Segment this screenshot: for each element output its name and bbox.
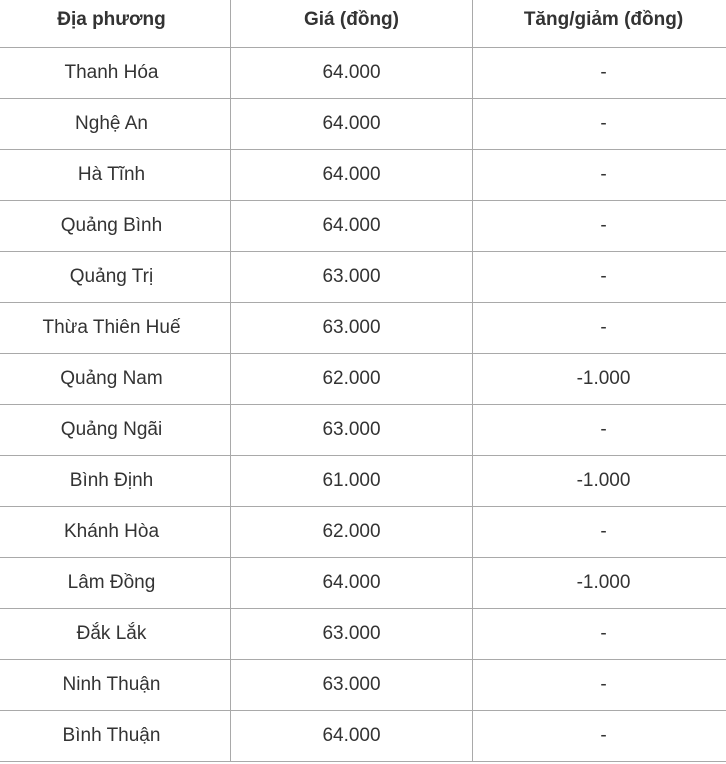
table-row bbox=[0, 558, 726, 609]
cell-region: Đắk Lắk bbox=[0, 609, 231, 660]
cell-price: 64.000 bbox=[231, 150, 473, 201]
cell-region: Quảng Nam bbox=[0, 354, 231, 405]
table-row bbox=[0, 456, 726, 507]
table-row bbox=[0, 405, 726, 456]
cell-change: - bbox=[473, 99, 726, 150]
cell-price: 64.000 bbox=[231, 201, 473, 252]
cell-change: -1.000 bbox=[473, 456, 726, 507]
cell-change: - bbox=[473, 150, 726, 201]
cell-change: -1.000 bbox=[473, 354, 726, 405]
table-row bbox=[0, 252, 726, 303]
table-row bbox=[0, 150, 726, 201]
table-row bbox=[0, 660, 726, 711]
cell-price: 62.000 bbox=[231, 354, 473, 405]
cell-region: Lâm Đồng bbox=[0, 558, 231, 609]
cell-price: 63.000 bbox=[231, 405, 473, 456]
table-row bbox=[0, 303, 726, 354]
cell-region: Bình Thuận bbox=[0, 711, 231, 762]
table-row bbox=[0, 201, 726, 252]
cell-region: Bình Định bbox=[0, 456, 231, 507]
cell-change: - bbox=[473, 660, 726, 711]
cell-price: 61.000 bbox=[231, 456, 473, 507]
cell-price: 64.000 bbox=[231, 558, 473, 609]
table-row bbox=[0, 354, 726, 405]
cell-price: 62.000 bbox=[231, 507, 473, 558]
cell-change: - bbox=[473, 48, 726, 99]
cell-change: - bbox=[473, 201, 726, 252]
cell-change: - bbox=[473, 711, 726, 762]
cell-price: 63.000 bbox=[231, 303, 473, 354]
cell-region: Quảng Trị bbox=[0, 252, 231, 303]
table-row bbox=[0, 609, 726, 660]
cell-price: 64.000 bbox=[231, 48, 473, 99]
cell-change: -1.000 bbox=[473, 558, 726, 609]
table-header-row bbox=[0, 0, 726, 48]
cell-price: 63.000 bbox=[231, 609, 473, 660]
cell-change: - bbox=[473, 609, 726, 660]
cell-region: Quảng Bình bbox=[0, 201, 231, 252]
cell-price: 63.000 bbox=[231, 660, 473, 711]
cell-region: Ninh Thuận bbox=[0, 660, 231, 711]
header-change: Tăng/giảm (đồng) bbox=[473, 0, 726, 48]
table-row bbox=[0, 507, 726, 558]
cell-change: - bbox=[473, 507, 726, 558]
table-row bbox=[0, 711, 726, 762]
cell-change: - bbox=[473, 303, 726, 354]
cell-region: Hà Tĩnh bbox=[0, 150, 231, 201]
cell-region: Thừa Thiên Huế bbox=[0, 303, 231, 354]
table-row bbox=[0, 99, 726, 150]
cell-region: Quảng Ngãi bbox=[0, 405, 231, 456]
cell-change: - bbox=[473, 252, 726, 303]
cell-region: Thanh Hóa bbox=[0, 48, 231, 99]
cell-price: 64.000 bbox=[231, 99, 473, 150]
cell-change: - bbox=[473, 405, 726, 456]
cell-region: Nghệ An bbox=[0, 99, 231, 150]
header-region: Địa phương bbox=[0, 0, 231, 48]
cell-price: 64.000 bbox=[231, 711, 473, 762]
cell-region: Khánh Hòa bbox=[0, 507, 231, 558]
table-row bbox=[0, 48, 726, 99]
cell-price: 63.000 bbox=[231, 252, 473, 303]
header-price: Giá (đồng) bbox=[231, 0, 473, 48]
